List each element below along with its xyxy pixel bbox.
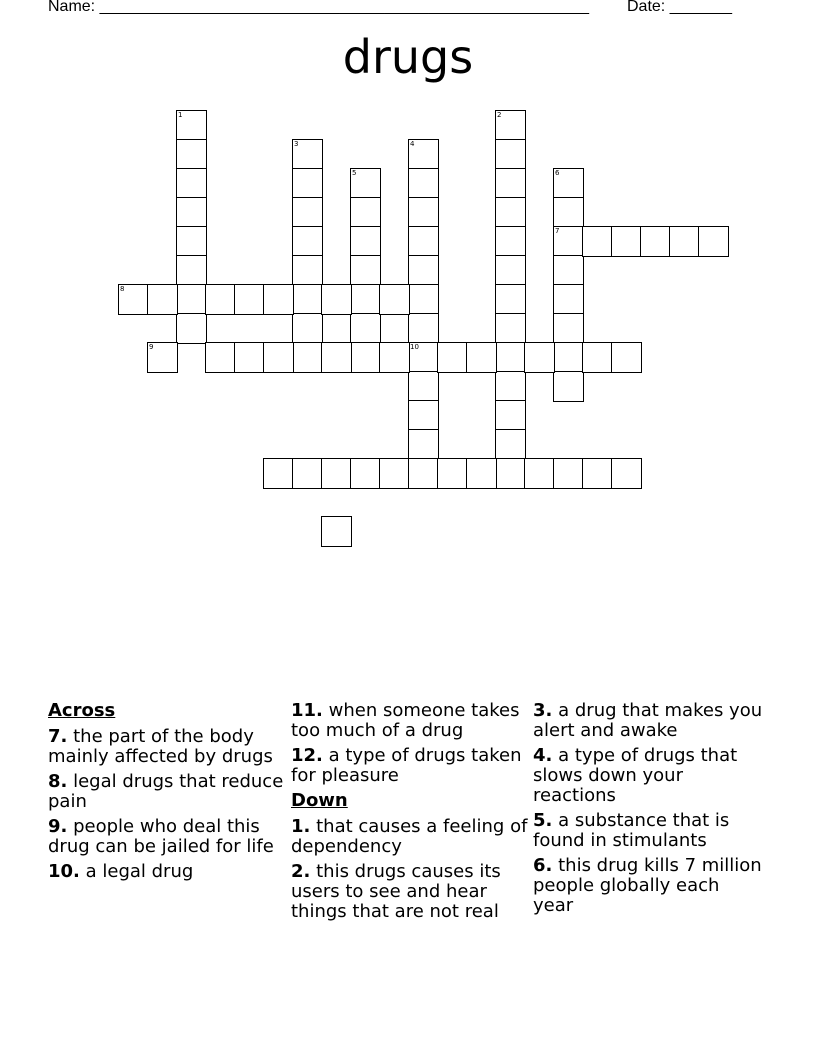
crossword-cell[interactable] — [379, 458, 410, 489]
clue-number: 6 — [555, 169, 560, 177]
crossword-cell[interactable] — [495, 458, 526, 489]
crossword-cell[interactable] — [495, 429, 526, 460]
clue-number: 7 — [555, 227, 560, 235]
crossword-cell[interactable] — [234, 284, 265, 315]
crossword-cell[interactable] — [350, 313, 381, 344]
clue-number: 8 — [120, 285, 125, 293]
crossword-cell[interactable] — [495, 400, 526, 431]
across-clue-12: 12. a type of drugs taken for pleasure — [291, 745, 522, 786]
crossword-cell[interactable] — [553, 342, 584, 373]
crossword-cell[interactable] — [176, 226, 207, 257]
crossword-cell[interactable] — [350, 458, 381, 489]
down-clue-4: 4. a type of drugs that slows down your reactions — [533, 745, 738, 806]
down-heading: Down — [291, 790, 348, 811]
crossword-cell[interactable] — [408, 371, 439, 402]
clue-number: 1 — [178, 111, 183, 119]
crossword-cell[interactable] — [495, 139, 526, 170]
crossword-cell[interactable] — [205, 342, 236, 373]
crossword-cell[interactable] — [176, 255, 207, 286]
crossword-cell[interactable] — [466, 342, 497, 373]
crossword-cell[interactable] — [495, 110, 526, 141]
crossword-cell[interactable] — [553, 255, 584, 286]
crossword-cell[interactable] — [640, 226, 671, 257]
crossword-cell[interactable] — [495, 313, 526, 344]
crossword-cell[interactable] — [118, 284, 149, 315]
crossword-cell[interactable] — [147, 342, 178, 373]
down-clue-2: 2. this drugs causes its users to see and hear things that are not real — [291, 861, 501, 922]
crossword-cell[interactable] — [350, 168, 381, 199]
crossword-cell[interactable] — [379, 284, 410, 315]
clue-number: 10 — [410, 343, 419, 351]
crossword-cell[interactable] — [408, 458, 439, 489]
crossword-cell[interactable] — [408, 400, 439, 431]
crossword-cell[interactable] — [582, 458, 613, 489]
crossword-cell[interactable] — [176, 284, 207, 315]
crossword-cell[interactable] — [263, 342, 294, 373]
crossword-cell[interactable] — [263, 458, 294, 489]
crossword-cell[interactable] — [350, 342, 381, 373]
crossword-cell[interactable] — [176, 139, 207, 170]
clues-column-3 — [533, 701, 763, 921]
crossword-cell[interactable] — [495, 284, 526, 315]
crossword-cell[interactable] — [466, 458, 497, 489]
crossword-cell[interactable] — [582, 226, 613, 257]
crossword-cell[interactable] — [553, 168, 584, 199]
crossword-cell[interactable] — [234, 342, 265, 373]
clue-number: 2 — [497, 111, 502, 119]
crossword-cell[interactable] — [292, 197, 323, 228]
crossword-cell[interactable] — [292, 284, 323, 315]
crossword-cell[interactable] — [408, 342, 439, 373]
crossword-cell[interactable] — [147, 284, 178, 315]
crossword-cell[interactable] — [524, 342, 555, 373]
crossword-cell[interactable] — [611, 226, 642, 257]
date-field: Date: _______ — [627, 0, 732, 15]
clue-number: 5 — [352, 169, 357, 177]
page-title: drugs — [342, 30, 474, 84]
crossword-cell[interactable] — [669, 226, 700, 257]
clue-number: 4 — [410, 140, 415, 148]
crossword-cell[interactable] — [350, 284, 381, 315]
crossword-cell[interactable] — [292, 168, 323, 199]
crossword-cell[interactable] — [379, 342, 410, 373]
crossword-cell[interactable] — [437, 458, 468, 489]
across-clue-10: 10. a legal drug — [48, 861, 194, 882]
crossword-cell[interactable] — [176, 168, 207, 199]
crossword-cell[interactable] — [553, 458, 584, 489]
clues-column-1 — [48, 701, 286, 887]
crossword-cell[interactable] — [292, 226, 323, 257]
crossword-cell[interactable] — [321, 284, 352, 315]
crossword-cell[interactable] — [437, 342, 468, 373]
crossword-cell[interactable] — [495, 255, 526, 286]
clue-number: 9 — [149, 343, 154, 351]
crossword-cell[interactable] — [553, 371, 584, 402]
crossword-cell[interactable] — [408, 139, 439, 170]
across-heading: Across — [48, 700, 116, 721]
crossword-cell[interactable] — [408, 255, 439, 286]
crossword-cell[interactable] — [292, 313, 323, 344]
crossword-cell[interactable] — [611, 342, 642, 373]
crossword-cell[interactable] — [524, 458, 555, 489]
crossword-cell[interactable] — [553, 226, 584, 257]
down-clue-1: 1. that causes a feeling of dependency — [291, 816, 528, 857]
across-clue-9: 9. people who deal this drug can be jailed for life — [48, 816, 274, 857]
crossword-cell[interactable] — [553, 197, 584, 228]
down-clue-6: 6. this drug kills 7 million people globally each year — [533, 855, 762, 916]
crossword-cell[interactable] — [408, 429, 439, 460]
down-clue-5: 5. a substance that is found in stimulants — [533, 810, 730, 851]
clue-number: 3 — [294, 140, 299, 148]
crossword-cell[interactable] — [495, 371, 526, 402]
crossword-cell[interactable] — [205, 284, 236, 315]
across-clue-8: 8. legal drugs that reduce pain — [48, 771, 284, 812]
crossword-cell[interactable] — [321, 458, 352, 489]
crossword-cell[interactable] — [408, 197, 439, 228]
crossword-cell[interactable] — [495, 342, 526, 373]
crossword-cell[interactable] — [408, 313, 439, 344]
across-clue-11: 11. when someone takes too much of a drug — [291, 700, 520, 741]
down-clue-3: 3. a drug that makes you alert and awake — [533, 700, 763, 741]
crossword-cell[interactable] — [321, 516, 352, 547]
name-field: Name: _______________________________________________________ — [48, 0, 589, 15]
crossword-cell[interactable] — [292, 139, 323, 170]
crossword-cell[interactable] — [611, 458, 642, 489]
crossword-cell[interactable] — [350, 197, 381, 228]
crossword-cell[interactable] — [321, 342, 352, 373]
crossword-cell[interactable] — [582, 342, 613, 373]
crossword-cell[interactable] — [292, 458, 323, 489]
crossword-cell[interactable] — [408, 168, 439, 199]
crossword-cell[interactable] — [553, 284, 584, 315]
crossword-cell[interactable] — [176, 313, 207, 344]
crossword-cell[interactable] — [176, 197, 207, 228]
crossword-cell[interactable] — [408, 226, 439, 257]
crossword-cell[interactable] — [495, 168, 526, 199]
crossword-cell[interactable] — [553, 313, 584, 344]
crossword-cell[interactable] — [408, 284, 439, 315]
crossword-cell[interactable] — [292, 255, 323, 286]
crossword-cell[interactable] — [292, 342, 323, 373]
crossword-cell[interactable] — [263, 284, 294, 315]
clues-column-2 — [291, 701, 529, 927]
crossword-cell[interactable] — [698, 226, 729, 257]
crossword-cell[interactable] — [495, 226, 526, 257]
crossword-cell[interactable] — [176, 110, 207, 141]
crossword-cell[interactable] — [350, 226, 381, 257]
across-clue-7: 7. the part of the body mainly affected by drugs — [48, 726, 273, 767]
crossword-cell[interactable] — [495, 197, 526, 228]
crossword-cell[interactable] — [350, 255, 381, 286]
